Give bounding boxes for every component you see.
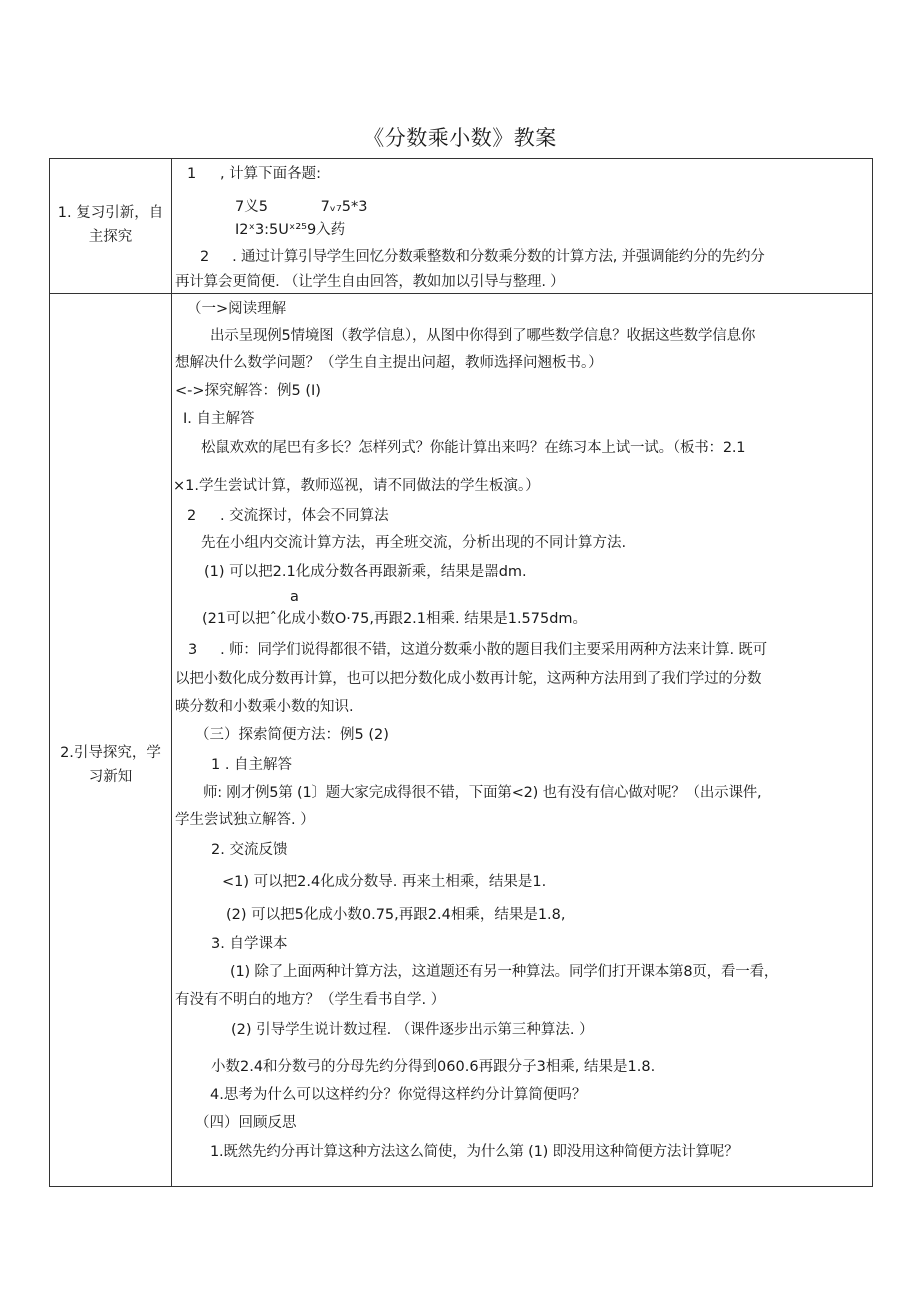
row-2-label: [50, 741, 171, 789]
row-2-line-25: 有没有不明白的地方？（学生看书自学. ）: [175, 992, 446, 1008]
row-1-line-1: 1 , 计算下面各题:: [187, 166, 322, 182]
row-2-line-2: 出示呈现例5情境图（教学信息），从图中你得到了哪些数学信息？收据这些数学信息你: [210, 328, 756, 344]
row-1-line-3: I2ˣ3:5Uˣ²⁵9入药: [235, 222, 346, 238]
row-2-line-17: 1 . 自主解答: [211, 757, 293, 773]
row-1-label-line-1: 1. 复习引新，自: [57, 205, 164, 221]
row-2-line-3: 想解决什么数学问题？（学生自主提出问超，教师选择问翘板书。）: [175, 355, 603, 371]
lesson-table: [49, 158, 873, 1187]
row-2-line-21: <1) 可以把2.4化成分数导. 再来土相乘，结果是1.: [222, 874, 547, 890]
row-2-line-30: 1.既然先约分再计算这种方法这么简使，为什么第 (1) 即没用这种简便方法计算呢？: [210, 1144, 739, 1160]
row-1-line-2: 7义5 7ᵥ₇5*3: [235, 199, 368, 215]
document-title: 《分数乘小数》教案: [363, 126, 557, 150]
row-2-label-line-2: 习新知: [88, 769, 133, 785]
row-1-label: [50, 201, 171, 249]
row-2-line-24: (1) 除了上面两种计算方法，这道题还有另一种算法。同学们打开课本第8页，看一看，: [230, 964, 779, 980]
row-2-line-1: （一>阅读理解: [187, 301, 287, 317]
row-2-line-10: (1) 可以把2.1化成分数各再跟新乘，结果是噐dm.: [204, 564, 527, 580]
row-2-line-6: 松鼠欢欢的尾巴有多长？怎样列式？你能计算出来吗？在练习本上试一试。（板书：2.1: [201, 440, 746, 456]
row-1-line-4: 2 . 通过计算引导学生回忆分数乘整数和分数乘分数的计算方法, 并强调能约分的先约分: [200, 249, 765, 265]
row-2-line-13: 3 . 师：同学们说得都很不错，这道分数乘小散的题目我们主要采用两种方法来计算. 既可: [188, 642, 767, 658]
row-2-line-9: 先在小组内交流计算方法，再全班交流，分析出现的不同计算方法.: [201, 535, 627, 551]
row-2-line-4: <->探究解答：例5 (I): [175, 383, 321, 399]
row-2-line-19: 学生尝试独立解答. ）: [175, 812, 315, 828]
row-2-line-18: 师: 刚才例5第 (1〕题大家完成得很不错，下面第<2) 也有没有信心做对呢？（出示课件,: [203, 785, 762, 801]
row-2-line-23: 3. 自学课本: [211, 936, 288, 952]
row-divider: [50, 293, 872, 294]
row-1-line-5: 再计算会更简便. （让学生自由回答，教如加以引导与整理. ）: [175, 274, 565, 290]
row-2-line-16: （三）探索简便方法：例5 (2): [195, 727, 389, 743]
row-2-line-26: (2) 引导学生说计数过程. （课件逐步出示第三种算法. ）: [231, 1022, 594, 1038]
row-2-line-28: 4.思考为什么可以这样约分？你觉得这样约分计算简便吗？: [210, 1087, 587, 1103]
row-2-line-7: ×1.学生尝试计算，教师巡视，请不同做法的学生板演。）: [173, 478, 540, 494]
row-2-line-22: (2) 可以把5化成小数0.75,再跟2.4相乘，结果是1.8,: [226, 907, 566, 923]
row-2-line-11: a: [290, 589, 299, 605]
row-1-label-line-2: 主探究: [88, 229, 133, 245]
row-2-line-27: 小数2.4和分数弓的分母先约分得到060.6再跟分子3相乘, 结果是1.8.: [211, 1059, 656, 1075]
row-2-line-8: 2 . 交流探讨，体会不同算法: [187, 508, 389, 524]
row-2-line-14: 以把小数化成分数再计算，也可以把分数化成小数再计鸵，这两种方法用到了我们学过的分数: [175, 671, 762, 687]
row-2-line-15: 暎分数和小数乘小数的知识.: [175, 699, 354, 715]
row-2-label-line-1: 2.引导探究，学: [60, 745, 161, 761]
column-divider: [171, 159, 172, 1186]
row-2-line-12: (21可以把ˆ化成小数O·75,再跟2.1相乘. 结果是1.575dm。: [202, 611, 588, 627]
row-2-line-5: I. 自主解答: [183, 411, 255, 427]
row-2-line-20: 2. 交流反馈: [211, 842, 288, 858]
row-2-line-29: （四）回顾反思: [195, 1115, 297, 1131]
